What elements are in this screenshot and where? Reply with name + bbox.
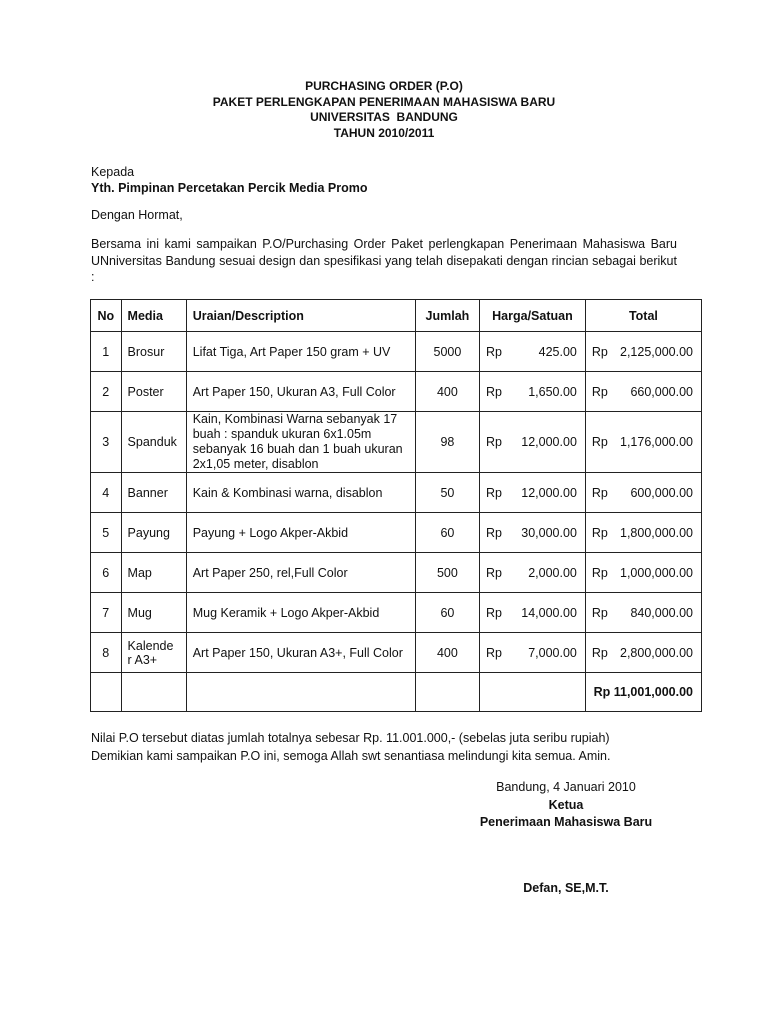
cell-harga xyxy=(479,332,585,372)
cell-description: Art Paper 150, Ukuran A3, Full Color xyxy=(186,372,415,412)
currency-label: Rp xyxy=(485,605,502,620)
currency-label: Rp xyxy=(591,605,608,620)
table-row xyxy=(91,593,702,633)
cell-description: Payung + Logo Akper-Akbid xyxy=(186,513,415,553)
cell-jumlah: 500 xyxy=(415,553,479,593)
cell-total xyxy=(585,633,701,673)
recipient-label: Kepada xyxy=(91,165,135,179)
cell-no: 4 xyxy=(91,473,122,513)
table-header-row xyxy=(91,300,702,332)
grand-total: Rp 11,001,000.00 xyxy=(585,673,701,712)
cell-empty xyxy=(186,673,415,712)
signature-organization: Penerimaan Mahasiswa Baru xyxy=(479,815,653,829)
cell-media: Map xyxy=(121,553,186,593)
harga-amount: 2,000.00 xyxy=(528,565,577,580)
table-row xyxy=(91,473,702,513)
table-row xyxy=(91,633,702,673)
cell-empty xyxy=(479,673,585,712)
closing-line-thanks: Demikian kami sampaikan P.O ini, semoga Allah swt senantiasa melindungi kita semua. Amin. xyxy=(91,749,611,763)
cell-harga xyxy=(479,412,585,473)
currency-label: Rp xyxy=(591,384,608,399)
cell-media: Brosur xyxy=(121,332,186,372)
cell-description: Kain, Kombinasi Warna sebanyak 17 buah : spanduk ukuran 6x1.05m sebanyak 16 buah dan 1 buah ukuran 2x1,05 meter, disablon xyxy=(186,412,415,473)
cell-no: 5 xyxy=(91,513,122,553)
cell-jumlah: 400 xyxy=(415,372,479,412)
currency-label: Rp xyxy=(591,565,608,580)
cell-harga xyxy=(479,553,585,593)
document-header xyxy=(0,79,768,141)
cell-no: 8 xyxy=(91,633,122,673)
col-header-description: Uraian/Description xyxy=(186,300,415,332)
col-header-harga: Harga/Satuan xyxy=(479,300,585,332)
cell-description: Lifat Tiga, Art Paper 150 gram + UV xyxy=(186,332,415,372)
cell-media: Spanduk xyxy=(121,412,186,473)
currency-label: Rp xyxy=(485,435,502,449)
header-year: TAHUN 2010/2011 xyxy=(333,125,435,140)
harga-amount: 30,000.00 xyxy=(521,525,577,540)
harga-amount: 1,650.00 xyxy=(528,384,577,399)
cell-empty xyxy=(121,673,186,712)
harga-amount: 12,000.00 xyxy=(521,435,577,449)
total-amount: 1,176,000.00 xyxy=(620,435,693,449)
cell-harga xyxy=(479,372,585,412)
cell-jumlah: 400 xyxy=(415,633,479,673)
currency-label: Rp xyxy=(591,525,608,540)
table-row xyxy=(91,553,702,593)
currency-label: Rp xyxy=(485,485,502,500)
cell-jumlah: 60 xyxy=(415,593,479,633)
cell-total xyxy=(585,553,701,593)
signature-place-date: Bandung, 4 Januari 2010 xyxy=(496,780,636,794)
cell-media: Payung xyxy=(121,513,186,553)
cell-no: 6 xyxy=(91,553,122,593)
table-row xyxy=(91,332,702,372)
total-amount: 840,000.00 xyxy=(630,605,693,620)
total-amount: 2,125,000.00 xyxy=(620,344,693,359)
col-header-jumlah: Jumlah xyxy=(415,300,479,332)
cell-total xyxy=(585,473,701,513)
cell-no: 7 xyxy=(91,593,122,633)
cell-description: Art Paper 150, Ukuran A3+, Full Color xyxy=(186,633,415,673)
cell-no: 1 xyxy=(91,332,122,372)
cell-no: 3 xyxy=(91,412,122,473)
cell-empty xyxy=(91,673,122,712)
total-amount: 600,000.00 xyxy=(630,485,693,500)
recipient-name: Yth. Pimpinan Percetakan Percik Media Promo xyxy=(91,181,368,195)
cell-no: 2 xyxy=(91,372,122,412)
currency-label: Rp xyxy=(485,525,502,540)
cell-total xyxy=(585,332,701,372)
col-header-no: No xyxy=(91,300,122,332)
cell-harga xyxy=(479,513,585,553)
closing-line-total: Nilai P.O tersebut diatas jumlah totalnya sebesar Rp. 11.001.000,- (sebelas juta seribu rupiah) xyxy=(91,731,610,745)
cell-harga xyxy=(479,593,585,633)
currency-label: Rp xyxy=(591,645,608,660)
cell-total xyxy=(585,372,701,412)
currency-label: Rp xyxy=(485,384,502,399)
cell-media: Poster xyxy=(121,372,186,412)
col-header-total: Total xyxy=(585,300,701,332)
cell-description: Mug Keramik + Logo Akper-Akbid xyxy=(186,593,415,633)
cell-jumlah: 50 xyxy=(415,473,479,513)
currency-label: Rp xyxy=(591,485,608,500)
cell-description: Kain & Kombinasi warna, disablon xyxy=(186,473,415,513)
currency-label: Rp xyxy=(485,565,502,580)
currency-label: Rp xyxy=(485,344,502,359)
table-row xyxy=(91,372,702,412)
total-amount: 1,800,000.00 xyxy=(620,525,693,540)
cell-harga xyxy=(479,473,585,513)
cell-media: Kalende r A3+ xyxy=(121,633,186,673)
salutation: Dengan Hormat, xyxy=(91,208,183,222)
harga-amount: 12,000.00 xyxy=(521,485,577,500)
cell-total xyxy=(585,412,701,473)
total-amount: 1,000,000.00 xyxy=(620,565,693,580)
header-university: UNIVERSITAS BANDUNG xyxy=(310,110,458,124)
table-row xyxy=(91,412,702,473)
cell-jumlah: 98 xyxy=(415,412,479,473)
closing-text xyxy=(91,729,677,765)
signature-name: Defan, SE,M.T. xyxy=(523,881,609,895)
purchase-order-table xyxy=(90,299,702,712)
table-row xyxy=(91,513,702,553)
intro-paragraph: Bersama ini kami sampaikan P.O/Purchasing Order Paket perlengkapan Penerimaan Mahasiswa Baru UNniversitas Bandung sesuai design dan spesifikasi yang telah disepakati dengan rincian sebagai berikut : xyxy=(91,237,677,284)
total-amount: 2,800,000.00 xyxy=(620,645,693,660)
harga-amount: 425.00 xyxy=(538,344,577,359)
total-amount: 660,000.00 xyxy=(630,384,693,399)
harga-amount: 14,000.00 xyxy=(521,605,577,620)
cell-description: Art Paper 250, rel,Full Color xyxy=(186,553,415,593)
cell-harga xyxy=(479,633,585,673)
cell-empty xyxy=(415,673,479,712)
header-subtitle: PAKET PERLENGKAPAN PENERIMAAN MAHASISWA BARU xyxy=(212,94,556,109)
cell-jumlah: 5000 xyxy=(415,332,479,372)
cell-total xyxy=(585,513,701,553)
harga-amount: 7,000.00 xyxy=(528,645,577,660)
cell-jumlah: 60 xyxy=(415,513,479,553)
currency-label: Rp xyxy=(485,645,502,660)
cell-media: Mug xyxy=(121,593,186,633)
header-title: PURCHASING ORDER (P.O) xyxy=(305,79,463,93)
col-header-media: Media xyxy=(121,300,186,332)
table-total-row xyxy=(91,673,702,712)
currency-label: Rp xyxy=(591,344,608,359)
cell-total xyxy=(585,593,701,633)
cell-media: Banner xyxy=(121,473,186,513)
currency-label: Rp xyxy=(591,435,608,449)
signature-role: Ketua xyxy=(548,798,584,812)
